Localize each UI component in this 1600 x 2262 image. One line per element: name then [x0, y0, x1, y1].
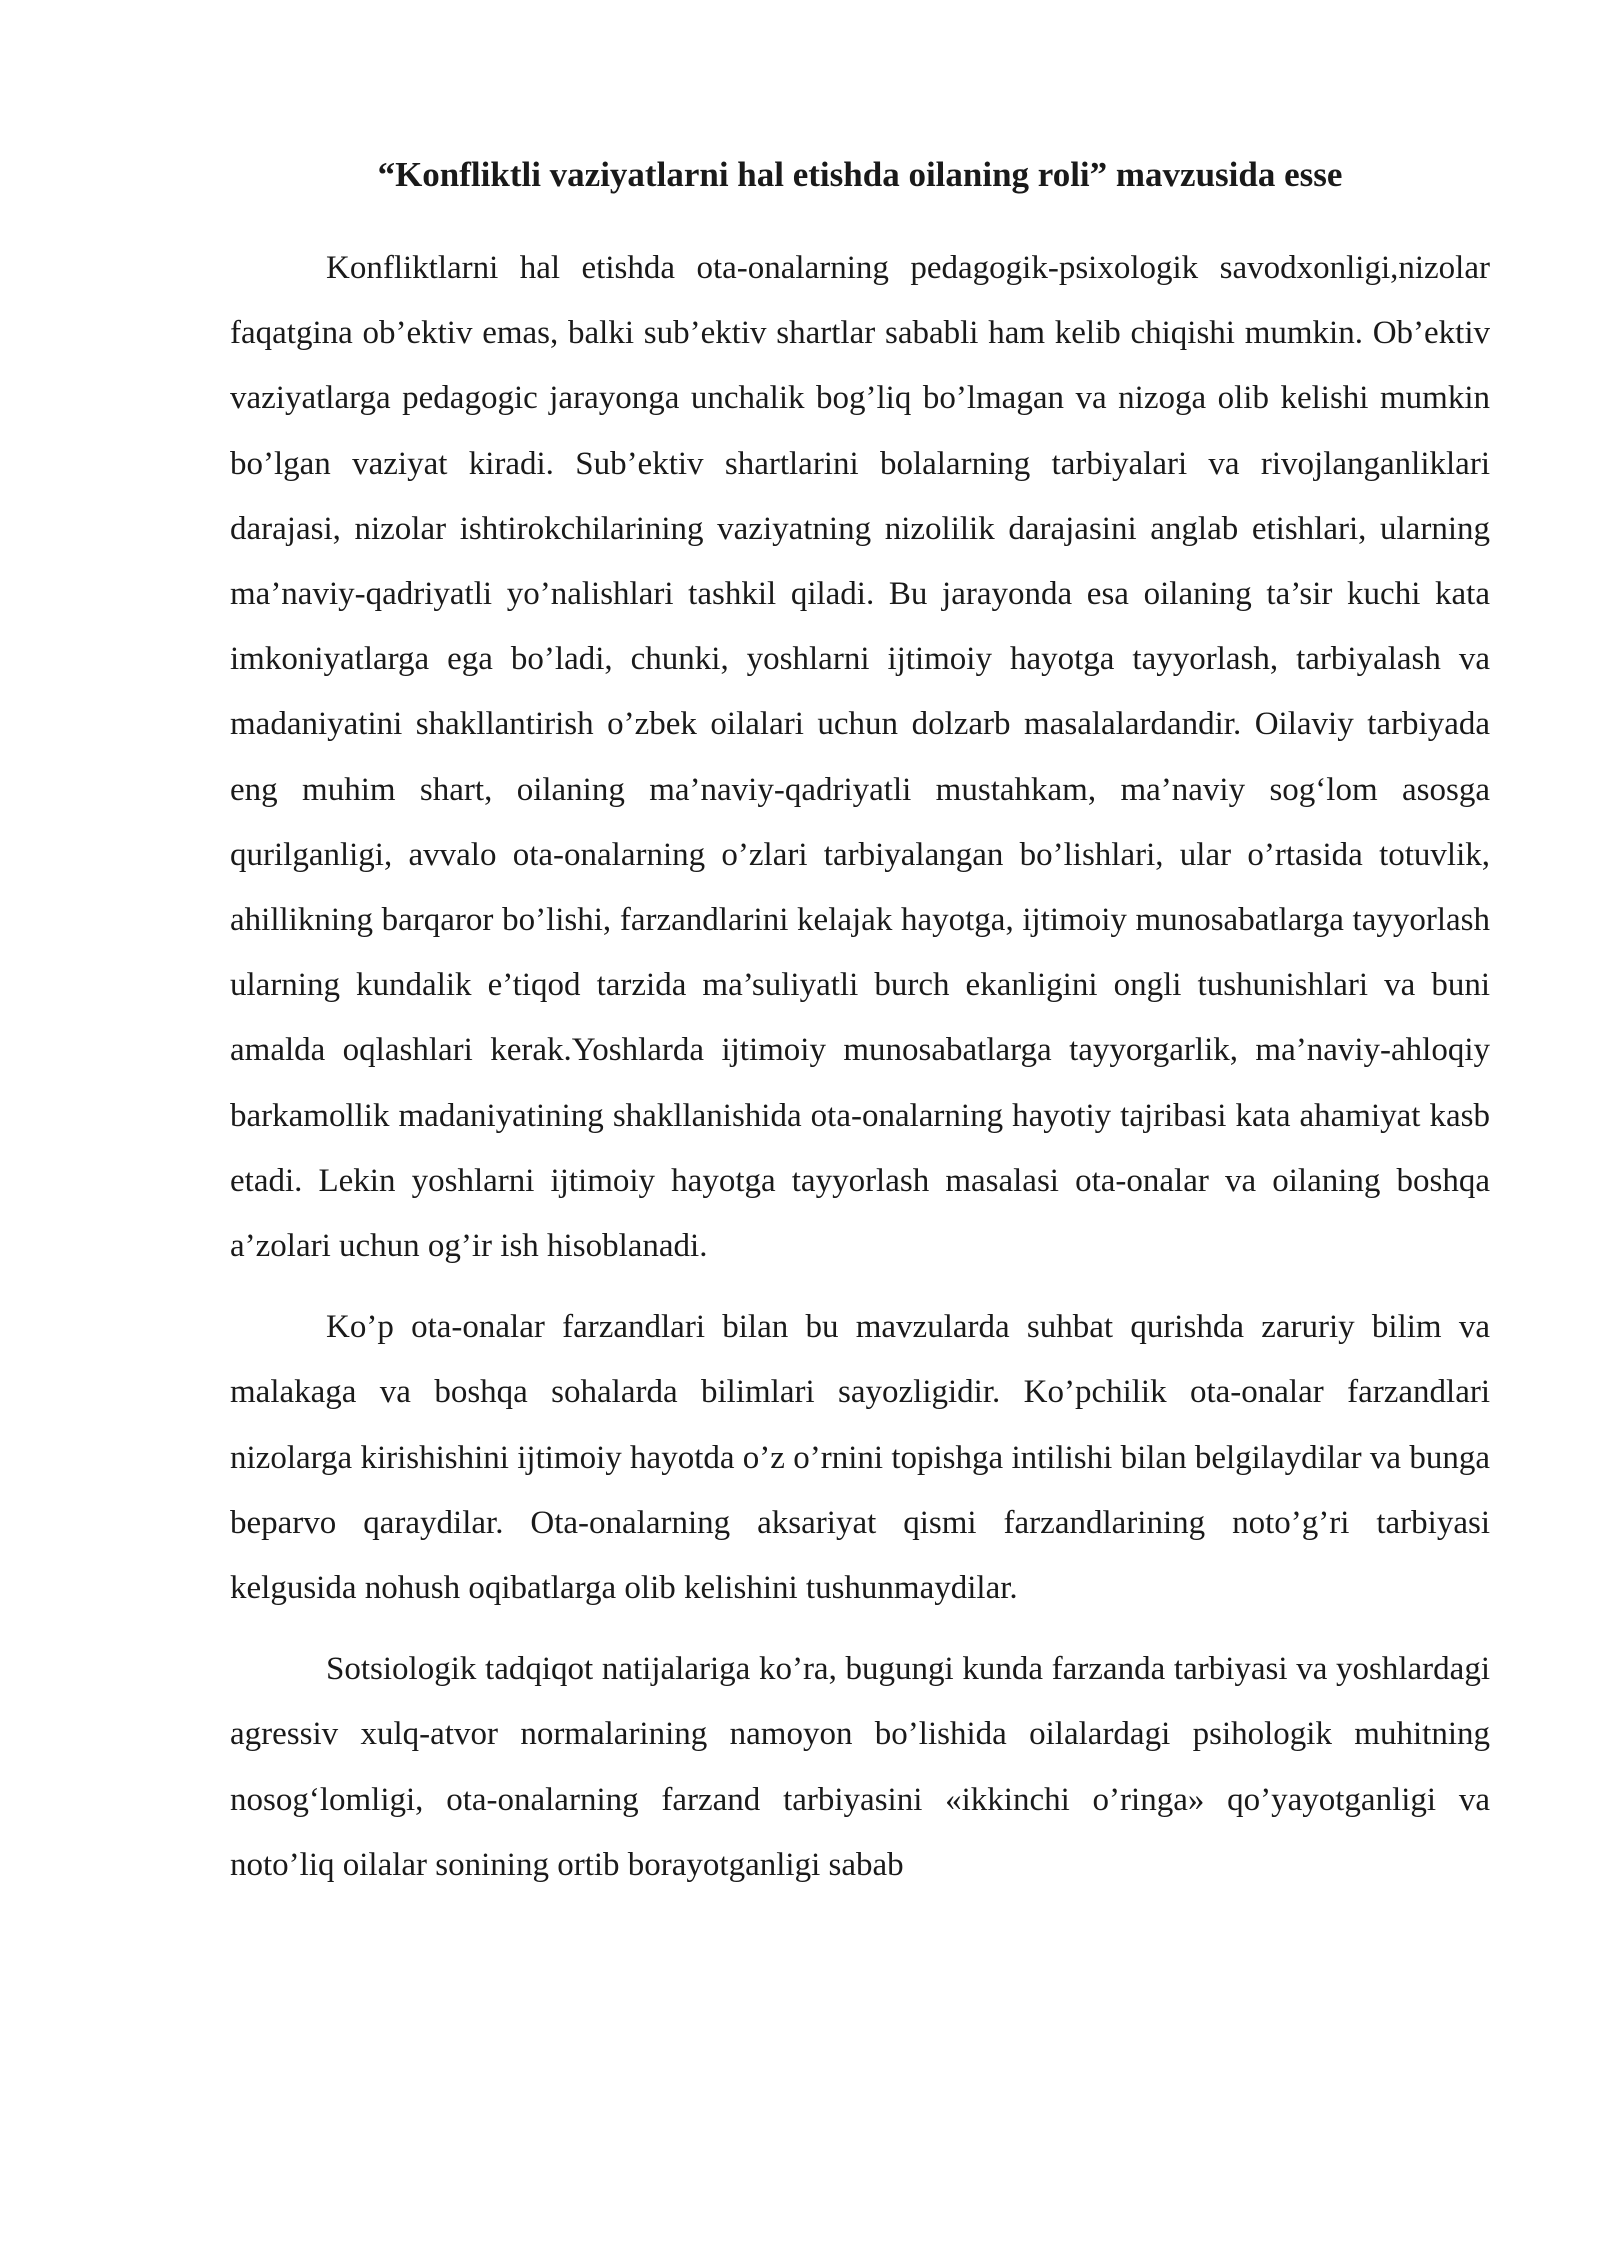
- document-title: “Konfliktli vaziyatlarni hal etishda oilaning roli” mavzusida esse: [377, 155, 1343, 194]
- paragraph-2: Ko’p ota-onalar farzandlari bilan bu mavzularda suhbat qurishda zaruriy bilim va malakaga va boshqa sohalarda bilimlari sayozligidir. Ko’pchilik ota-onalar farzandlari nizolarga kirishishini ijtimoiy hayotda o’z o’rnini topishga intilishi bilan belgilaydilar va bunga beparvo qaraydilar. Ota-onalarning aksariyat qismi farzandlarining noto’g’ri tarbiyasi kelgusida nohush oqibatlarga olib kelishini tushunmaydilar.: [230, 1309, 1490, 1607]
- paragraph-1: Konfliktlarni hal etishda ota-onalarning pedagogik-psixologik savodxonligi,nizolar faqatgina ob’ektiv emas, balki sub’ektiv shartlar sababli ham kelib chiqishi mumkin. Ob’ektiv vaziyatlarga pedagogic jarayonga unchalik bog’liq bo’lmagan va nizoga olib kelishi mumkin bo’lgan vaziyat kiradi. Sub’ektiv shartlarini bolalarning tarbiyalari va rivojlanganliklari darajasi, nizolar ishtirokchilarining vaziyatning nizolilik darajasini anglab etishlari, ularning ma’naviy-qadriyatli yo’nalishlari tashkil qiladi. Bu jarayonda esa oilaning ta’sir kuchi kata imkoniyatlarga ega bo’ladi, chunki, yoshlarni ijtimoiy hayotga tayyorlash, tarbiyalash va madaniyatini shakllantirish o’zbek oilalari uchun dolzarb masalalardandir. Oilaviy tarbiyada eng muhim shart, oilaning ma’naviy-qadriyatli mustahkam, ma’naviy sog‘lom asosga qurilganligi, avvalo ota-onalarning o’zlari tarbiyalangan bo’lishlari, ular o’rtasida totuvlik, ahillikning barqaror bo’lishi, farzandlarini kelajak hayotga, ijtimoiy munosabatlarga tayyorlash ularning kundalik e’tiqod tarzida ma’suliyatli burch ekanligini ongli tushunishlari va buni amalda oqlashlari kerak.Yoshlarda ijtimoiy munosabatlarga tayyorgarlik, ma’naviy-ahloqiy barkamollik madaniyatining shakllanishida ota-onalarning hayotiy tajribasi kata ahamiyat kasb etadi. Lekin yoshlarni ijtimoiy hayotga tayyorlash masalasi ota-onalar va oilaning boshqa a’zolari uchun og’ir ish hisoblanadi.: [230, 250, 1490, 1265]
- document-body: [230, 236, 1490, 1914]
- paragraph-3: Sotsiologik tadqiqot natijalariga ko’ra, bugungi kunda farzanda tarbiyasi va yoshlardagi agressiv xulq-atvor normalarining namoyon bo’lishida oilalardagi psihologik muhitning nosog‘lomligi, ota-onalarning farzand tarbiyasini «ikkinchi o’ringa» qo’yayotganligi va noto’liq oilalar sonining ortib borayotganligi sabab: [230, 1651, 1490, 1883]
